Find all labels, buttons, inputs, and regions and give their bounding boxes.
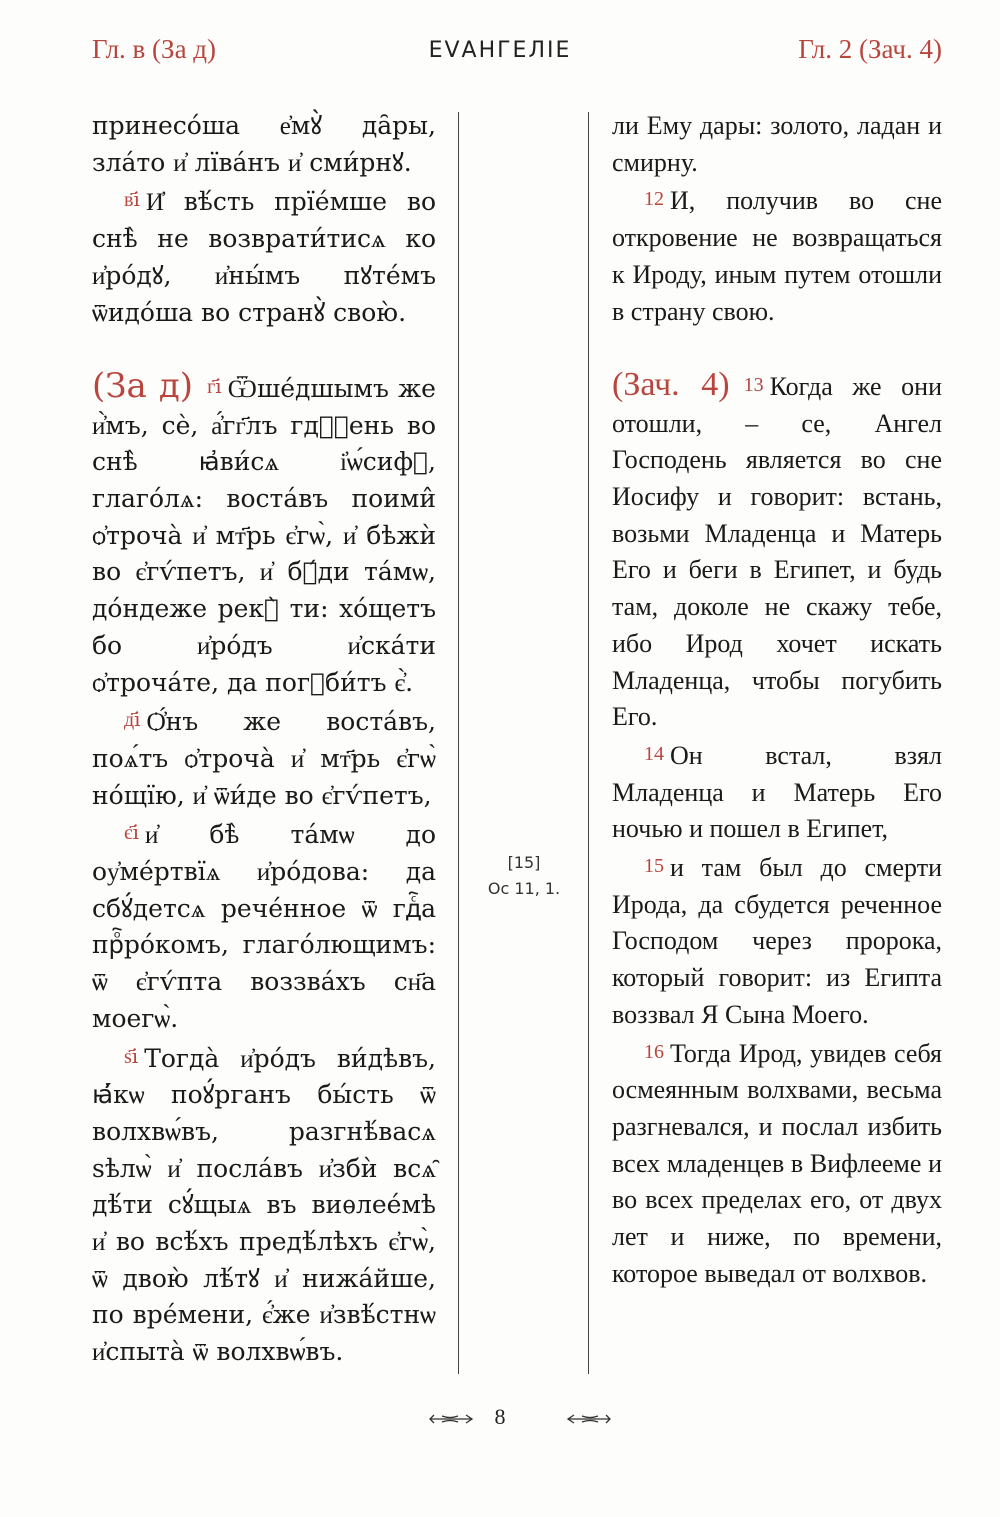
verse-text: Ѿше́дшымъ же и҆̀мъ, сѐ, а҆́гг҃лъ гдⷭ҇ень во снѣ̀ ꙗ҆ви́сѧ і҆ѡ́сифꙋ, глаго́лѧ: воста́въ поими̂ ѻ҆троча̀ и҆ мт҃рь є҆гѡ̀, и҆ бѣжѝ во є҆гѵ́петъ, и҆ бꙋ́ди та́мѡ, до́ндеже рекꙋ̀ ти: хо́щетъ бо и҆ро́дъ и҆ска́ти ѻ҆троча́те, да погꙋби́тъ є҆̀. [92,373,436,697]
verse-text: Тогда Ирод, увидев себя осмеянным волхвами, весьма разгневался, и послал избить всех младенцев в Вифлееме и во всех пределах его, от двух лет и ниже, по времени, которое выведал от волхвов. [612,1038,942,1288]
verse-number: в҃і [124,187,140,212]
verse-text: Когда же они отошли, – се, Ангел Господень является во сне Иосифу и говорит: встань, возьми Младенца и Матерь Его и беги в Египет, и будь там, доколе не скажу тебе, ибо Ирод хочет искать Младенца, чтобы погубить Его. [612,371,942,732]
russian-verse-13 [612,367,942,736]
slavonic-verse-14 [92,701,436,814]
page-number: 8 [494,1404,506,1429]
right-ornament-icon [566,1412,612,1426]
russian-verse-15 [612,848,942,1034]
verse-text: И҆ вѣ́сть прїе́мше во снѣ̀ не возврати́тисѧ ко и҆ро́дꙋ, и҆ны́мъ пꙋте́мъ ѿидо́ша во странꙋ̀ свою̀. [92,187,436,327]
russian-verse-16 [612,1034,942,1293]
cross-reference-verse: [15] [507,853,541,872]
chapter-ref-slavonic: Гл. ​в (За​ ​д) [92,34,217,64]
verse-number: 16 [644,1040,664,1063]
page-footer [0,1404,1000,1434]
running-title: ЕVАНГЕЛІЕ [428,38,572,63]
slavonic-verse-15 [92,814,436,1037]
verse-number: 15 [644,855,664,878]
cross-reference-source: Ос 11, 1. [487,879,561,898]
slavonic-verse-12 [92,181,436,331]
verse-text: Он встал, взял Младенца и Матерь Его ночью и пошел в Египет, [612,740,942,844]
verse-text: Тогда̀ и҆ро́дъ ви́дѣвъ, ꙗ҆́кѡ поꙋ́рганъ бы́сть ѿ волхвѡ́въ, разгнѣ́васѧ ѕѣлѡ̀ и҆ посла́въ и҆збѝ всѧ̑ дѣ́ти сꙋ́щыѧ въ виѳлее́мѣ и҆ во всѣ́хъ предѣ́лѣхъ є҆гѡ̀, ѿ двою̀ лѣ́тꙋ и҆ нижа́йше, по вре́мени, є҆́же и҆звѣ́стнѡ и҆спыта̀ ѿ волхвѡ́въ. [92,1043,436,1367]
russian-continuation: ли Ему дары: золото, ладан и смирну. [612,111,942,177]
verse-number: є҃і [124,820,139,845]
slavonic-column [92,108,436,1371]
cross-reference [476,850,572,902]
verse-number: 13 [743,373,764,396]
column-divider-left [458,112,459,1374]
verse-text: Ѻ҆́нъ же воста́въ, поѧ́тъ ѻ҆троча̀ и҆ мт҃рь є҆гѡ̀ но́щїю, и҆ ѿи́де во є҆гѵ́петъ, [92,707,436,810]
slavonic-continuation: принесо́ша е҆мꙋ̀ да̑ры, зла́то и҆ лїва́нъ и҆ сми́рнꙋ. [92,111,436,177]
verse-number: ѕ҃і [124,1043,139,1068]
column-divider-right [588,112,589,1374]
verse-text: и҆ бѣ̀ та́мѡ до оу҆ме́ртвїѧ и҆ро́дова: да сбꙋ́детсѧ рече́нное ѿ гдⷭ҇а прⷪ҇ро́комъ, глаго́лющимъ: ѿ є҆гѵ́пта воззва́хъ сн҃а моегѡ̀. [92,820,436,1033]
russian-verse-12 [612,181,942,330]
zachalo-marker: (За​ ​д) [92,365,194,406]
russian-column [612,108,942,1292]
verse-text: И, получив во сне откровение не возвращаться к Ироду, иным путем отошли в страну свою. [612,186,942,326]
verse-number: 12 [644,188,664,211]
slavonic-verse-16 [92,1038,436,1371]
slavonic-verse-13 [92,365,436,701]
verse-number: г҃і [207,373,222,398]
chapter-ref-russian: Гл. 2 (Зач. 4) [798,34,942,64]
verse-number: 14 [644,742,664,765]
verse-number: д҃і [124,707,141,732]
page-header [0,34,1000,74]
verse-text: и там был до смерти Ирода, да сбудется реченное Господом через пророка, который говорит: из Египта воззвал Я Сына Моего. [612,853,942,1029]
russian-verse-14 [612,736,942,848]
zachalo-marker: (Зач. 4) [612,365,730,403]
